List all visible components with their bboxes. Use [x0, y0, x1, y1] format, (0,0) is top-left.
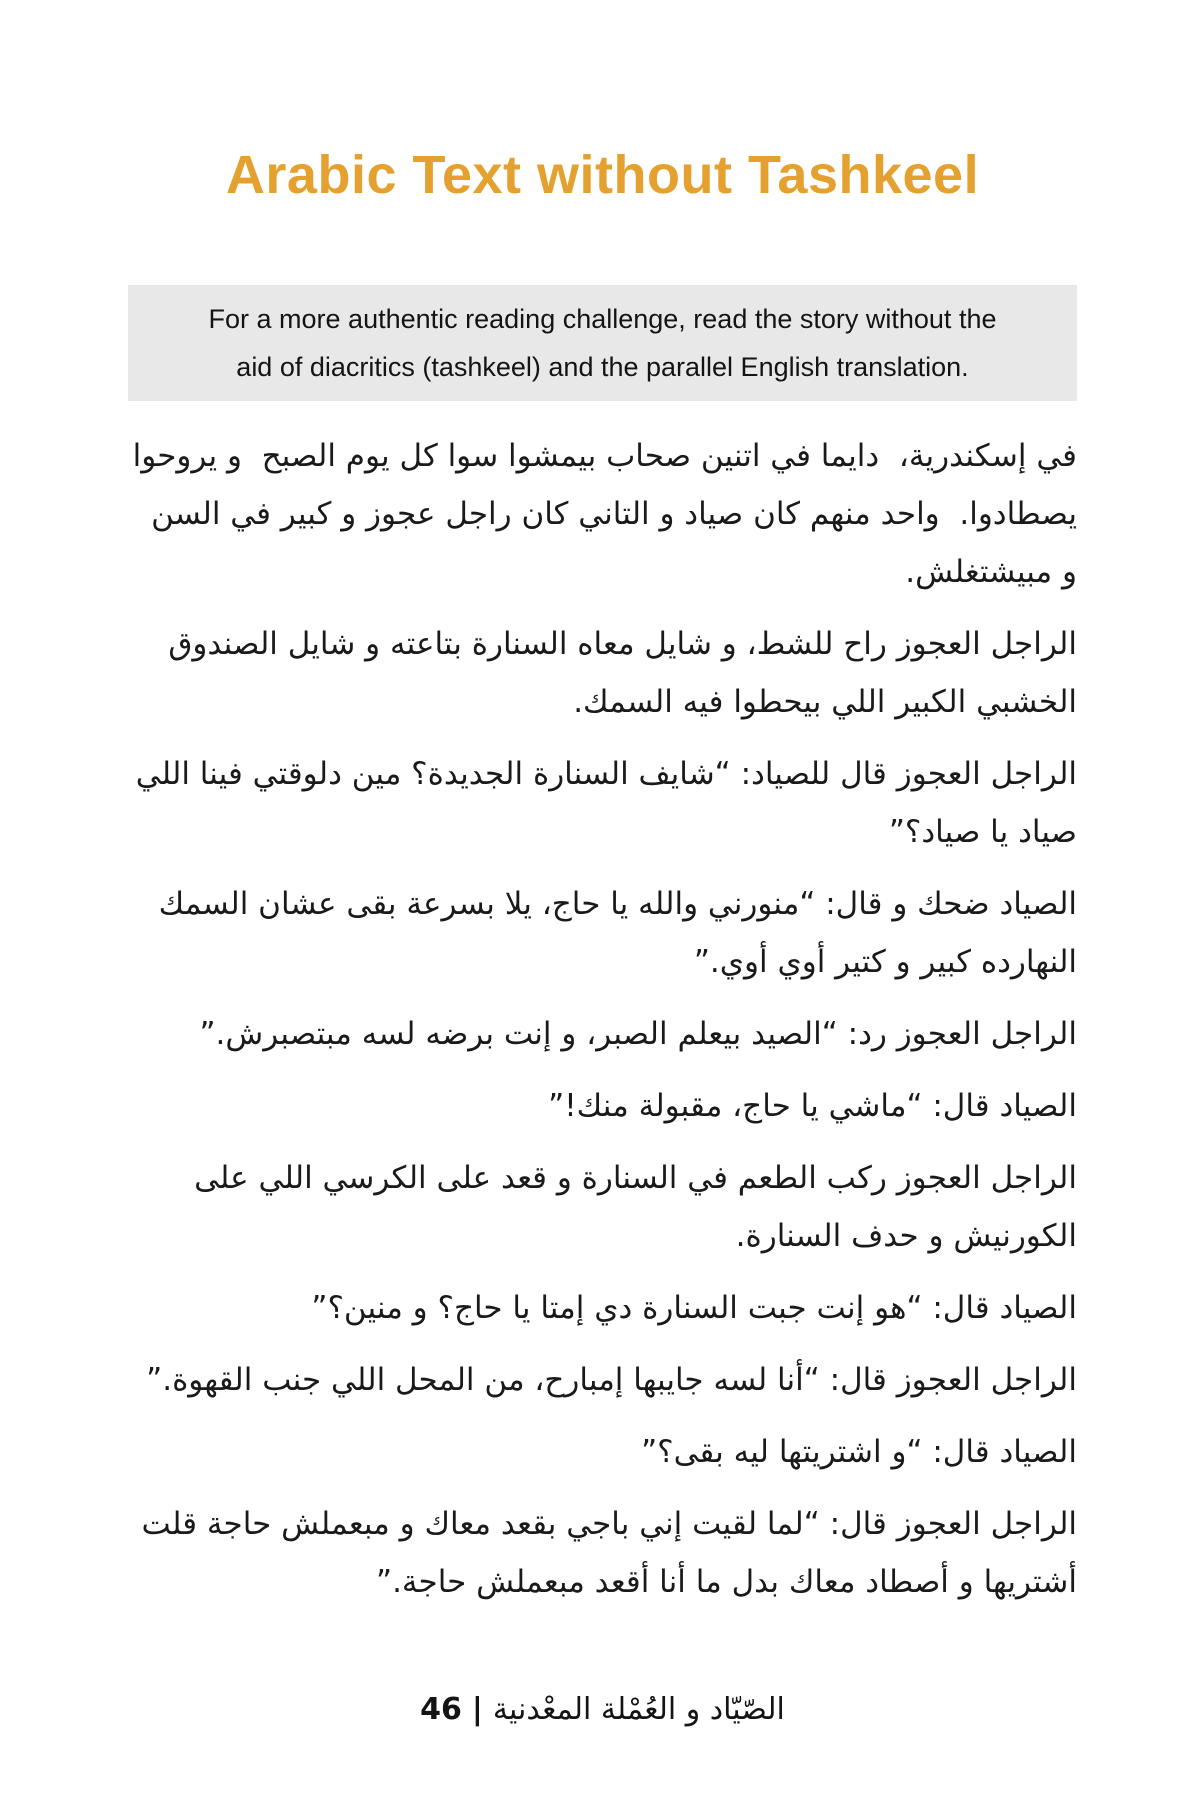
intro-line: For a more authentic reading challenge, read the story without the — [208, 304, 997, 334]
story-paragraph: الراجل العجوز قال: “لما لقيت إني باجي بقعد معاك و مبعملش حاجة قلت أشتريها و أصطاد معاك بدل ما أنا أقعد مبعملش حاجة.” — [131, 1506, 1077, 1600]
story-text — [122, 427, 1077, 1611]
intro-line: aid of diacritics (tashkeel) and the parallel English translation. — [236, 352, 969, 382]
intro-highlight — [128, 285, 1077, 401]
page-footer — [128, 1689, 1077, 1731]
story-paragraph: الراجل العجوز ركب الطعم في السنارة و قعد على الكرسي اللي على الكورنيش و حدف السنارة. — [184, 1160, 1077, 1254]
page-number: 46 — [420, 1692, 462, 1727]
story-paragraph: الصياد قال: “هو إنت جبت السنارة دي إمتا يا حاج؟ و منين؟” — [311, 1290, 1077, 1326]
footer-book-title: الصياد و العملة المعدنية — [492, 1692, 785, 1727]
story-paragraph: الصياد قال: “و اشتريتها ليه بقى؟” — [641, 1434, 1077, 1470]
story-paragraph: في إسكندرية، دايما في اتنين صحاب بيمشوا سوا كل يوم الصبح و يروحوا يصطادوا. واحد منهم كان صياد و التاني كان راجل عجوز و كبير في السن و مبيشتغلش. — [122, 438, 1077, 590]
footer-separator: | — [471, 1692, 483, 1727]
story-paragraph: الراجل العجوز قال للصياد: “شايف السنارة الجديدة؟ مين دلوقتي فينا اللي صياد يا صياد؟” — [125, 756, 1077, 850]
story-paragraph: الراجل العجوز قال: “أنا لسه جايبها إمبارح، من المحل اللي جنب القهوة.” — [146, 1362, 1077, 1398]
story-paragraph: الراجل العجوز راح للشط، و شايل معاه السنارة بتاعته و شايل الصندوق الخشبي الكبير اللي بيحطوا فيه السمك. — [158, 626, 1077, 720]
story-paragraph: الصياد ضحك و قال: “منورني والله يا حاج، يلا بسرعة بقى عشان السمك النهارده كبير و كتير أوي أوي.” — [148, 886, 1077, 980]
story-paragraph: الصياد قال: “ماشي يا حاج، مقبولة منك!” — [548, 1088, 1077, 1124]
page-title: Arabic Text without Tashkeel — [225, 145, 980, 205]
story-paragraph: الراجل العجوز رد: “الصيد بيعلم الصبر، و إنت برضه لسه مبتصبرش.” — [199, 1016, 1077, 1052]
